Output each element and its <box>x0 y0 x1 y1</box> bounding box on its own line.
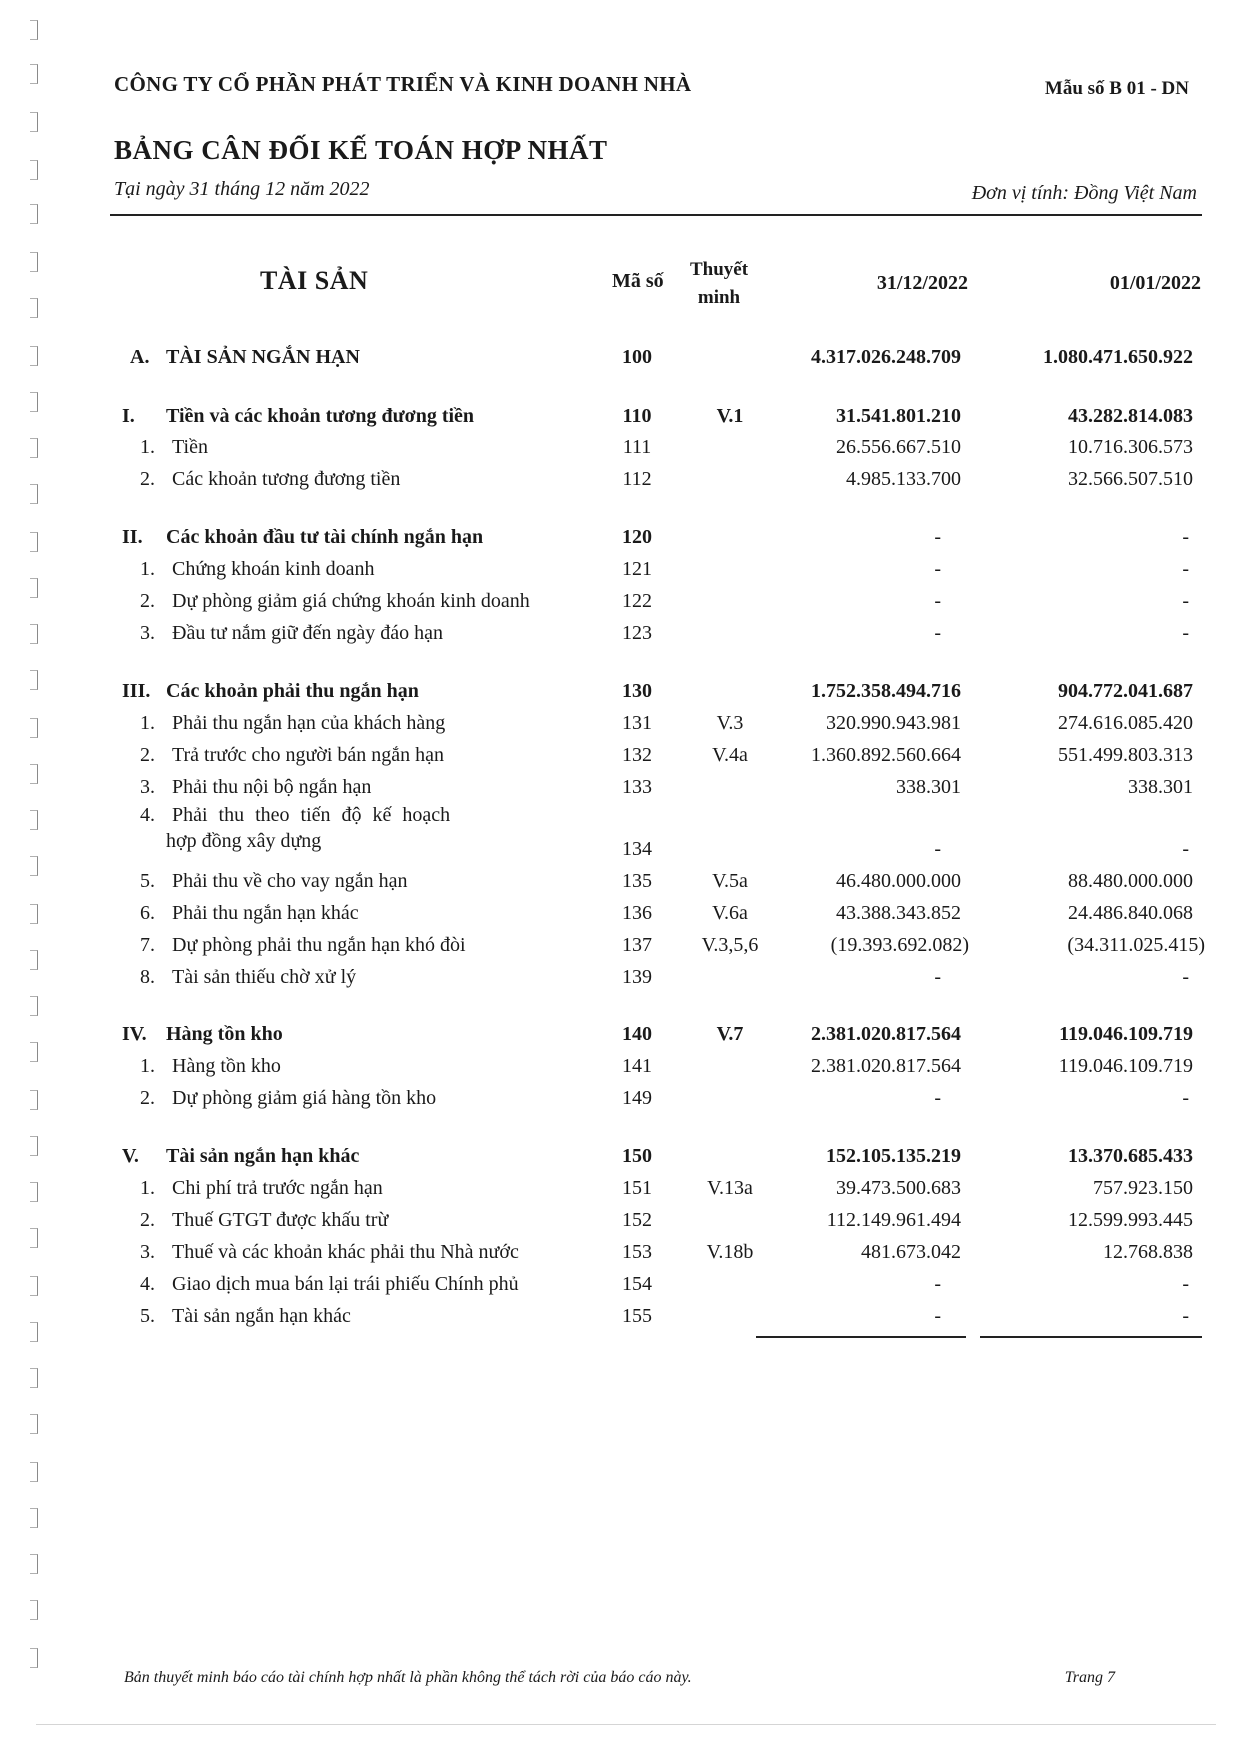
row-value-prior: 274.616.085.420 <box>1058 712 1193 734</box>
row-number: 5. <box>140 870 155 892</box>
table-row <box>0 966 1241 994</box>
row-value-current: 1.360.892.560.664 <box>811 744 961 766</box>
row-value-current: 43.388.343.852 <box>836 902 961 924</box>
row-code: 123 <box>622 622 652 644</box>
report-date: Tại ngày 31 tháng 12 năm 2022 <box>114 178 370 200</box>
row-value-current: 152.105.135.219 <box>826 1145 961 1167</box>
column-header-note-line1: Thuyết <box>689 259 749 280</box>
table-row <box>0 526 1241 554</box>
table-row <box>0 405 1241 433</box>
row-label: Hàng tồn kho <box>172 1055 281 1077</box>
row-number: 1. <box>140 1177 155 1199</box>
row-note: V.5a <box>712 870 748 892</box>
row-code: 149 <box>622 1087 652 1109</box>
row-value-prior: - <box>1182 1305 1189 1327</box>
row-number: 2. <box>140 1209 155 1231</box>
table-row <box>0 1087 1241 1115</box>
row-value-current: - <box>934 838 941 860</box>
row-value-prior: 119.046.109.719 <box>1058 1055 1193 1077</box>
row-code: 135 <box>622 870 652 892</box>
row-value-current: 320.990.943.981 <box>826 712 961 734</box>
company-name: CÔNG TY CỔ PHẦN PHÁT TRIỂN VÀ KINH DOANH NHÀ <box>114 72 692 96</box>
column-header-code: Mã số <box>612 270 664 292</box>
row-label: Thuế GTGT được khấu trừ <box>172 1209 389 1231</box>
row-label: Tài sản thiếu chờ xử lý <box>172 966 357 988</box>
table-row <box>0 1209 1241 1237</box>
row-note: V.18b <box>706 1241 754 1263</box>
row-value-current: 112.149.961.494 <box>826 1209 961 1231</box>
table-row <box>0 1273 1241 1301</box>
row-value-prior: - <box>1182 558 1189 580</box>
column-header-note-line2: minh <box>697 287 741 308</box>
row-value-current: (19.393.692.082) <box>830 934 969 956</box>
page-bottom-edge <box>36 1724 1216 1725</box>
row-number: A. <box>130 346 150 368</box>
row-label: Hàng tồn kho <box>166 1023 283 1045</box>
table-row <box>0 622 1241 650</box>
row-label: Dự phòng phải thu ngắn hạn khó đòi <box>172 934 466 956</box>
row-note: V.13a <box>707 1177 753 1199</box>
row-number: IV. <box>122 1023 147 1045</box>
row-label: Phải thu nội bộ ngắn hạn <box>172 776 372 798</box>
row-value-prior: 32.566.507.510 <box>1068 468 1193 490</box>
row-code: 122 <box>622 590 652 612</box>
row-value-current: 4.985.133.700 <box>846 468 961 490</box>
row-label: Tài sản ngắn hạn khác <box>172 1305 351 1327</box>
row-code: 121 <box>622 558 652 580</box>
row-label: Dự phòng giảm giá hàng tồn kho <box>172 1087 437 1109</box>
row-label: Dự phòng giảm giá chứng khoán kinh doanh <box>172 590 530 612</box>
row-number: 1. <box>140 558 155 580</box>
row-value-prior: 12.599.993.445 <box>1068 1209 1193 1231</box>
row-number: II. <box>122 526 143 548</box>
row-number: 1. <box>140 712 155 734</box>
table-row <box>0 870 1241 898</box>
total-rule-prior <box>980 1336 1202 1338</box>
table-row <box>0 934 1241 962</box>
row-label: Các khoản phải thu ngắn hạn <box>166 680 419 702</box>
row-code: 140 <box>622 1023 652 1045</box>
row-note: V.3,5,6 <box>701 934 759 956</box>
row-number: 6. <box>140 902 155 924</box>
row-value-prior: - <box>1182 1273 1189 1295</box>
report-title: BẢNG CÂN ĐỐI KẾ TOÁN HỢP NHẤT <box>114 135 608 165</box>
row-code: 112 <box>622 468 652 490</box>
row-value-current: 2.381.020.817.564 <box>811 1055 961 1077</box>
row-number: 1. <box>140 1055 155 1077</box>
row-value-current: 26.556.667.510 <box>836 436 961 458</box>
row-value-current: 481.673.042 <box>861 1241 961 1263</box>
row-label: Các khoản tương đương tiền <box>172 468 401 490</box>
row-value-prior: 10.716.306.573 <box>1068 436 1193 458</box>
row-value-prior: 1.080.471.650.922 <box>1043 346 1193 368</box>
row-code: 136 <box>622 902 652 924</box>
row-value-current: - <box>934 1273 941 1295</box>
row-code: 137 <box>622 934 652 956</box>
row-number: 3. <box>140 776 155 798</box>
row-value-prior: 12.768.838 <box>1103 1241 1193 1263</box>
row-label: Chứng khoán kinh doanh <box>172 558 375 580</box>
row-value-current: 4.317.026.248.709 <box>811 346 961 368</box>
row-value-current: 31.541.801.210 <box>836 405 961 427</box>
row-note: V.1 <box>716 405 744 427</box>
row-value-current: 338.301 <box>896 776 961 798</box>
row-value-prior: 88.480.000.000 <box>1068 870 1193 892</box>
row-label: Chi phí trả trước ngắn hạn <box>172 1177 383 1199</box>
row-number: 3. <box>140 1241 155 1263</box>
row-value-prior: 757.923.150 <box>1093 1177 1193 1199</box>
row-number: V. <box>122 1145 139 1167</box>
row-value-current: - <box>934 526 941 548</box>
column-header-prior: 01/01/2022 <box>1109 272 1201 294</box>
row-label: Tài sản ngắn hạn khác <box>166 1145 360 1167</box>
row-code: 155 <box>622 1305 652 1327</box>
row-note: V.7 <box>716 1023 744 1045</box>
row-label: Phải thu về cho vay ngắn hạn <box>172 870 408 892</box>
row-number: 2. <box>140 468 155 490</box>
column-header-assets: TÀI SẢN <box>260 266 369 295</box>
row-code: 154 <box>622 1273 652 1295</box>
row-value-prior: - <box>1182 1087 1189 1109</box>
row-value-prior: - <box>1182 622 1189 644</box>
row-number: 2. <box>140 1087 155 1109</box>
row-value-current: - <box>934 1087 941 1109</box>
row-value-current: 46.480.000.000 <box>836 870 961 892</box>
row-value-current: - <box>934 966 941 988</box>
table-row <box>0 776 1241 804</box>
total-rule-current <box>756 1336 966 1338</box>
row-code: 151 <box>622 1177 652 1199</box>
row-value-prior: 338.301 <box>1128 776 1193 798</box>
row-label: TÀI SẢN NGẮN HẠN <box>166 346 360 368</box>
table-row <box>0 744 1241 772</box>
row-code: 100 <box>622 346 652 368</box>
row-label: Tiền và các khoản tương đương tiền <box>166 405 475 427</box>
binding-holes <box>30 20 46 1700</box>
row-code: 153 <box>622 1241 652 1263</box>
row-label: Phải thu ngắn hạn của khách hàng <box>172 712 446 734</box>
table-row <box>0 346 1241 374</box>
table-row <box>0 468 1241 496</box>
table-row <box>0 1145 1241 1173</box>
row-label: Phải thu theo tiến độ kế hoạch <box>172 804 451 826</box>
row-code: 152 <box>622 1209 652 1231</box>
row-number: 5. <box>140 1305 155 1327</box>
row-code: 139 <box>622 966 652 988</box>
row-value-prior: - <box>1182 526 1189 548</box>
row-code: 110 <box>622 405 652 427</box>
row-code: 141 <box>622 1055 652 1077</box>
table-row <box>0 1241 1241 1269</box>
row-code: 150 <box>622 1145 652 1167</box>
row-code: 134 <box>622 838 652 860</box>
currency-unit: Đơn vị tính: Đồng Việt Nam <box>971 182 1197 204</box>
table-row <box>0 902 1241 930</box>
footer-note: Bản thuyết minh báo cáo tài chính hợp nhất là phần không thể tách rời của báo cáo này. <box>124 1669 692 1686</box>
table-row <box>0 1305 1241 1333</box>
row-value-prior: 904.772.041.687 <box>1058 680 1193 702</box>
table-row <box>0 680 1241 708</box>
row-note: V.3 <box>716 712 744 734</box>
row-number: 4. <box>140 804 155 826</box>
row-code: 131 <box>622 712 652 734</box>
row-number: I. <box>122 405 135 427</box>
row-value-prior: 551.499.803.313 <box>1058 744 1193 766</box>
row-value-prior: - <box>1182 966 1189 988</box>
column-header-note <box>686 256 752 312</box>
row-code: 133 <box>622 776 652 798</box>
row-value-prior: 24.486.840.068 <box>1068 902 1193 924</box>
column-header-current: 31/12/2022 <box>876 272 968 294</box>
row-number: 7. <box>140 934 155 956</box>
row-value-current: - <box>934 590 941 612</box>
row-value-prior: 43.282.814.083 <box>1068 405 1193 427</box>
row-value-prior: (34.311.025.415) <box>1067 934 1205 956</box>
row-note: V.4a <box>712 744 748 766</box>
table-row <box>0 712 1241 740</box>
row-code: 120 <box>622 526 652 548</box>
row-value-prior: - <box>1182 838 1189 860</box>
row-code: 111 <box>622 436 652 458</box>
table-row <box>0 558 1241 586</box>
table-row <box>0 1023 1241 1051</box>
form-number: Mẫu số B 01 - DN <box>1044 78 1189 99</box>
page-number: Trang 7 <box>1064 1669 1115 1686</box>
row-label: Đầu tư nắm giữ đến ngày đáo hạn <box>172 622 444 644</box>
row-label: Tiền <box>172 436 208 458</box>
table-row <box>0 1177 1241 1205</box>
row-value-current: 39.473.500.683 <box>836 1177 961 1199</box>
row-code: 132 <box>622 744 652 766</box>
table-row <box>0 436 1241 464</box>
header-rule <box>110 214 1202 216</box>
row-number: 4. <box>140 1273 155 1295</box>
row-value-current: - <box>934 558 941 580</box>
table-row <box>0 590 1241 618</box>
row-value-prior: 119.046.109.719 <box>1059 1023 1193 1045</box>
row-label: Phải thu ngắn hạn khác <box>172 902 359 924</box>
row-code: 130 <box>622 680 652 702</box>
row-label: Giao dịch mua bán lại trái phiếu Chính phủ <box>172 1273 519 1295</box>
row-label-continued: hợp đồng xây dựng <box>166 830 322 852</box>
row-value-prior: - <box>1182 590 1189 612</box>
row-value-current: - <box>934 622 941 644</box>
row-label: Trả trước cho người bán ngắn hạn <box>172 744 445 766</box>
row-value-current: 1.752.358.494.716 <box>811 680 961 702</box>
row-number: 8. <box>140 966 155 988</box>
row-number: 3. <box>140 622 155 644</box>
row-number: 2. <box>140 744 155 766</box>
row-value-current: - <box>934 1305 941 1327</box>
row-number: 2. <box>140 590 155 612</box>
table-row <box>0 804 1241 860</box>
row-note: V.6a <box>712 902 748 924</box>
row-label: Các khoản đầu tư tài chính ngắn hạn <box>166 526 484 548</box>
row-number: 1. <box>140 436 155 458</box>
row-value-prior: 13.370.685.433 <box>1068 1145 1193 1167</box>
row-label: Thuế và các khoản khác phải thu Nhà nước <box>172 1241 519 1263</box>
row-number: III. <box>122 680 151 702</box>
row-value-current: 2.381.020.817.564 <box>811 1023 961 1045</box>
table-row <box>0 1055 1241 1083</box>
